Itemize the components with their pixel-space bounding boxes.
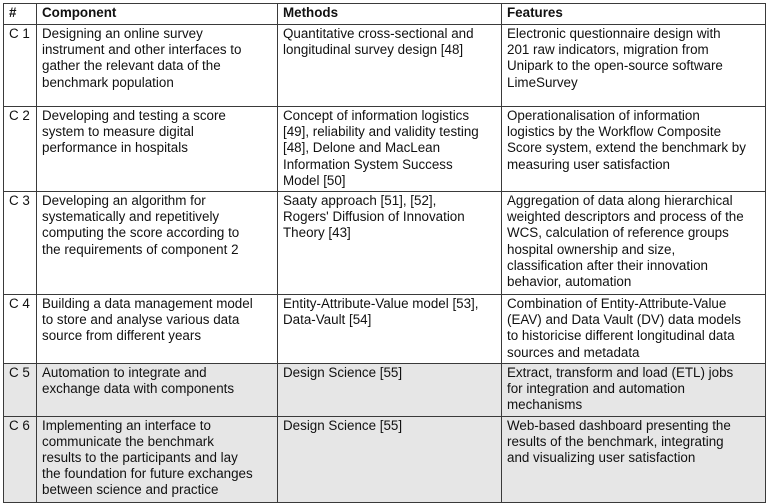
header-number: # (4, 4, 37, 25)
table-row (4, 25, 766, 107)
row-methods: Concept of information logistics [49], reliability and validity testing [48], Delone and MacLean Information System Success Model [50] (278, 107, 502, 192)
row-features: Aggregation of data along hierarchical weighted descriptors and process of the WCS, calculation of reference groups hospital ownership and size, classification after their innovation behavior, automation (502, 192, 766, 295)
row-id: C 6 (4, 416, 37, 502)
row-methods: Quantitative cross-sectional and longitudinal survey design [48] (278, 25, 502, 107)
table-row (4, 107, 766, 192)
table-row (4, 295, 766, 364)
row-features: Web-based dashboard presenting the results of the benchmark, integrating and visualizing user satisfaction (502, 416, 766, 502)
row-methods: Saaty approach [51], [52], Rogers' Diffusion of Innovation Theory [43] (278, 192, 502, 295)
table-row (4, 192, 766, 295)
row-component: Developing and testing a score system to measure digital performance in hospitals (37, 107, 278, 192)
row-component: Implementing an interface to communicate the benchmark results to the participants and lay the foundation for future exchanges between science and practice (37, 416, 278, 502)
row-methods: Design Science [55] (278, 416, 502, 502)
row-id: C 4 (4, 295, 37, 364)
components-table (3, 3, 766, 503)
row-component: Building a data management model to store and analyse various data source from different years (37, 295, 278, 364)
row-id: C 2 (4, 107, 37, 192)
row-component: Automation to integrate and exchange data with components (37, 364, 278, 417)
header-methods: Methods (278, 4, 502, 25)
row-features: Combination of Entity-Attribute-Value (EAV) and Data Vault (DV) data models to historicise different longitudinal data sources and metadata (502, 295, 766, 364)
row-methods: Design Science [55] (278, 364, 502, 417)
row-features: Electronic questionnaire design with 201 raw indicators, migration from Unipark to the open-source software LimeSurvey (502, 25, 766, 107)
row-id: C 1 (4, 25, 37, 107)
row-id: C 3 (4, 192, 37, 295)
header-features: Features (502, 4, 766, 25)
row-component: Developing an algorithm for systematically and repetitively computing the score according to the requirements of component 2 (37, 192, 278, 295)
row-id: C 5 (4, 364, 37, 417)
table-row (4, 364, 766, 417)
table-row (4, 416, 766, 502)
row-methods: Entity-Attribute-Value model [53], Data-Vault [54] (278, 295, 502, 364)
header-component: Component (37, 4, 278, 25)
row-component: Designing an online survey instrument and other interfaces to gather the relevant data of the benchmark population (37, 25, 278, 107)
row-features: Operationalisation of information logistics by the Workflow Composite Score system, extend the benchmark by measuring user satisfaction (502, 107, 766, 192)
header-row (4, 4, 766, 25)
row-features: Extract, transform and load (ETL) jobs for integration and automation mechanisms (502, 364, 766, 417)
